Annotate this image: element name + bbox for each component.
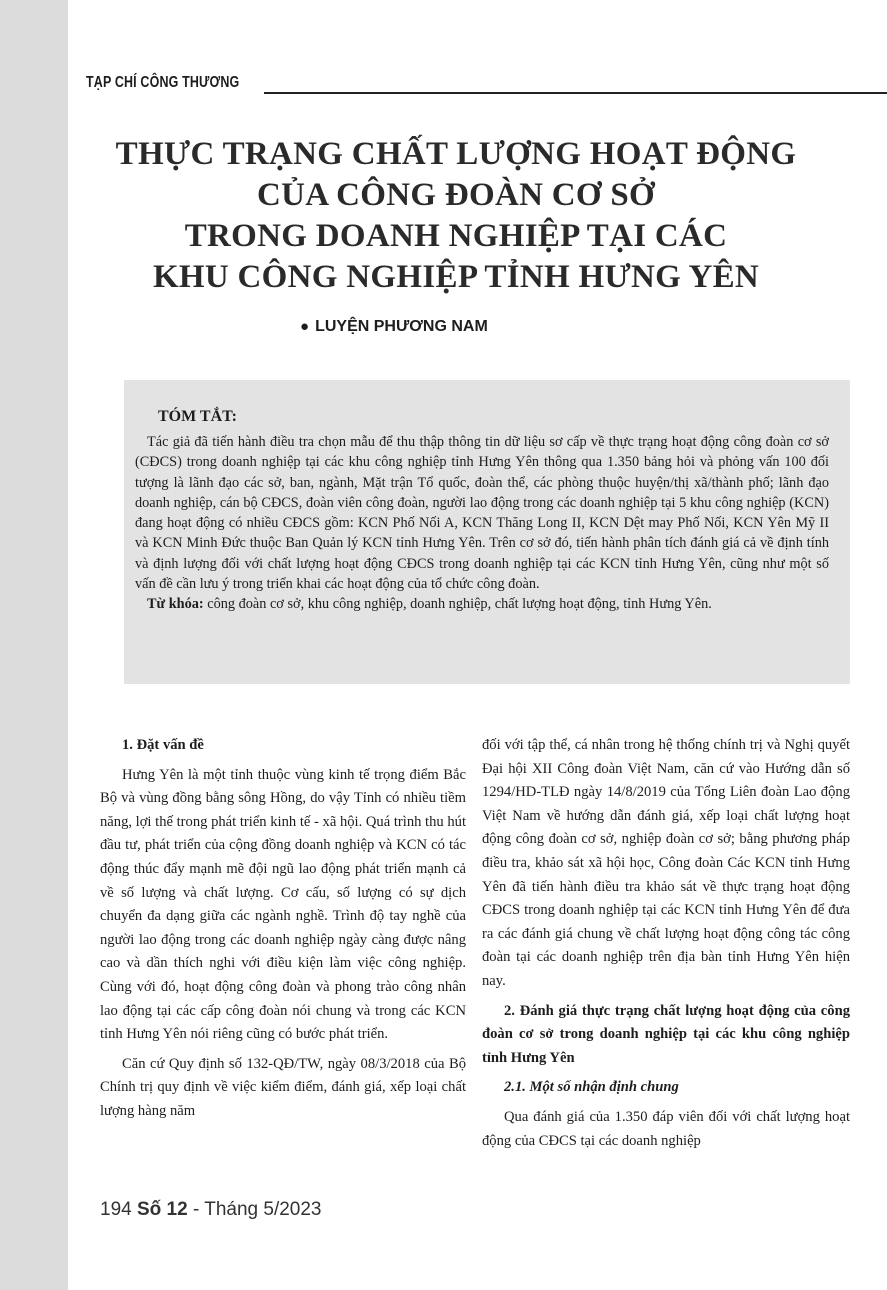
article-title (96, 134, 816, 298)
issue-number: Số 12 (136, 1199, 188, 1220)
title-line: THỰC TRẠNG CHẤT LƯỢNG HOẠT ĐỘNG (115, 136, 797, 172)
section-heading: 1. Đặt vấn đề (122, 737, 204, 753)
header-rule (264, 92, 887, 94)
bullet-icon: ● (300, 318, 310, 335)
author-name: LUYỆN PHƯƠNG NAM (315, 318, 488, 335)
issue-date: - Tháng 5/2023 (187, 1199, 322, 1220)
title-line: CỦA CÔNG ĐOÀN CƠ SỞ (256, 177, 656, 213)
keywords-line (135, 594, 829, 614)
keywords-label: Từ khóa: (147, 596, 204, 613)
journal-header (86, 72, 887, 98)
abstract-text: Tác giả đã tiến hành điều tra chọn mẫu để thu thập thông tin dữ liệu sơ cấp về thực trạng hoạt động công đoàn cơ sở (CĐCS) trong doanh nghiệp tại các khu công nghiệp tỉnh Hưng Yên thông qua 1.350 bảng hỏi và phỏng vấn 100 đối tượng là lãnh đạo các sở, ban, ngành, Mặt trận Tổ quốc, đoàn thể, các phòng thuộc huyện/thị xã/thành phố; lãnh đạo doanh nghiệp, cán bộ CĐCS, đoàn viên công đoàn, người lao động trong các doanh nghiệp tại 5 khu công nghiệp (KCN) đang hoạt động có nhiều CĐCS gồm: KCN Phố Nối A, KCN Thăng Long II, KCN Dệt may Phố Nối, KCN Yên Mỹ II và KCN Minh Đức thuộc Ban Quản lý KCN tỉnh Hưng Yên. Trên cơ sở đó, tiến hành phân tích đánh giá cả về định tính và định lượng đối với chất lượng hoạt động CĐCS trong doanh nghiệp tại các KCN tỉnh Hưng Yên, cũng như một số vấn đề cần lưu ý trong triển khai các hoạt động của tổ chức công đoàn. (135, 434, 829, 593)
body-paragraph: Hưng Yên là một tỉnh thuộc vùng kinh tế trọng điểm Bắc Bộ và vùng đồng bằng sông Hồng, do vậy Tỉnh có nhiều tiềm năng, lợi thế trong phát triển kinh tế - xã hội. Quá trình thu hút đầu tư, phát triển của cộng đồng doanh nghiệp và KCN có tác động thúc đẩy mạnh mẽ đội ngũ lao động phát triển mạnh cả về số lượng và chất lượng. Cơ cấu, số lượng có sự dịch chuyển đa dạng giữa các ngành nghề. Trình độ tay nghề của người lao động trong các doanh nghiệp ngày càng được nâng cao và dần thích nghi với điều kiện làm việc công nghiệp. Cùng với đó, hoạt động công đoàn và phong trào công nhân lao động tại các cấp công đoàn nói chung và trong các KCN tỉnh Hưng Yên nói riêng cũng có bước phát triển. (100, 766, 467, 1043)
abstract-box (124, 380, 850, 684)
body-paragraph: đối với tập thể, cá nhân trong hệ thống chính trị và Nghị quyết Đại hội XII Công đoàn Việt Nam, căn cứ vào Hướng dẫn số 1294/HD-TLĐ ngày 14/8/2019 của Tổng Liên đoàn Lao động Việt Nam về hướng dẫn đánh giá, xếp loại chất lượng hoạt động công đoàn cơ sở, nghiệp đoàn cơ sở; bằng phương pháp điều tra, khảo sát xã hội học, Công đoàn Các KCN tỉnh Hưng Yên đã tiến hành điều tra khảo sát về thực trạng hoạt động CĐCS trong doanh nghiệp tại các KCN tỉnh Hưng Yên để đưa ra các đánh giá chung về chất lượng hoạt động công tác công đoàn tại các doanh nghiệp trên địa bàn tỉnh Hưng Yên hiện nay. (482, 737, 850, 989)
abstract-heading: TÓM TẮT: (158, 408, 237, 425)
title-line: TRONG DOANH NGHIỆP TẠI CÁC (184, 218, 728, 254)
page-number: 194 (100, 1199, 132, 1220)
left-column (100, 734, 466, 1130)
body-paragraph: Qua đánh giá của 1.350 đáp viên đối với chất lượng hoạt động của CĐCS tại các doanh nghiệp (482, 1108, 850, 1149)
page-footer (100, 1199, 322, 1221)
body-paragraph: Căn cứ Quy định số 132-QĐ/TW, ngày 08/3/2018 của Bộ Chính trị quy định về việc kiểm điểm, đánh giá, xếp loại chất lượng hàng năm (100, 1055, 466, 1119)
author-line (300, 318, 700, 336)
title-line: KHU CÔNG NGHIỆP TỈNH HƯNG YÊN (152, 259, 760, 295)
subsection-heading: 2.1. Một số nhận định chung (504, 1079, 679, 1096)
journal-name: TẠP CHÍ CÔNG THƯƠNG (86, 74, 240, 91)
left-margin-strip (0, 0, 68, 1290)
keywords-text: công đoàn cơ sở, khu công nghiệp, doanh nghiệp, chất lượng hoạt động, tỉnh Hưng Yên. (203, 596, 712, 613)
right-column (482, 734, 850, 1159)
abstract-body (135, 432, 829, 615)
section-heading: 2. Đánh giá thực trạng chất lượng hoạt động của công đoàn cơ sở trong doanh nghiệp tại các khu công nghiệp tỉnh Hưng Yên (482, 1002, 850, 1066)
